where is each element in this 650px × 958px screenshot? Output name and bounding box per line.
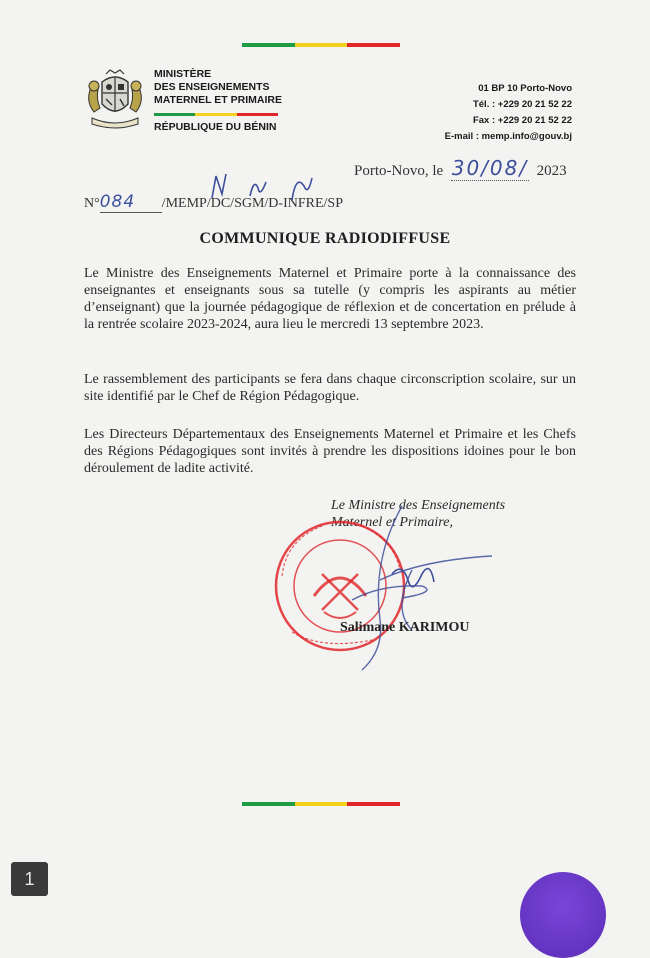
place-date-prefix: Porto-Novo, le [354, 163, 444, 179]
page-number-badge[interactable]: 1 [11, 862, 48, 896]
signature-line-1: Le Ministre des Enseignements [331, 498, 506, 513]
paragraph-3: Les Directeurs Départementaux des Enseignements Maternel et Primaire et les Chefs des Régions Pédagogiques sont invités à prendre les dispositions idoines pour le bon déroulement de ladite activité. [84, 427, 576, 476]
signatory-name: Salimane KARIMOU [340, 620, 470, 635]
ministry-line-3: MATERNEL ET PRIMAIRE [154, 94, 282, 106]
initials-scribble-icon [200, 168, 340, 208]
paragraph-2: Le rassemblement des participants se fera dans chaque circonscription scolaire, sur un site identifié par le Chef de Région Pédagogique. [84, 372, 576, 404]
date-year: 2023 [536, 163, 567, 179]
ministry-flag-bar [154, 113, 278, 116]
handwritten-reference: 084 [99, 192, 136, 212]
contact-fax: Fax : +229 20 21 52 22 [472, 115, 572, 126]
official-stamp-icon [262, 500, 502, 690]
ministry-line-2: DES ENSEIGNEMENTS [154, 81, 270, 93]
contact-info [445, 81, 572, 145]
handwritten-date: 30/08/ [451, 156, 529, 180]
ministry-name [154, 68, 282, 134]
contact-bp: 01 BP 10 Porto-Novo [478, 83, 572, 94]
place-date [354, 156, 567, 181]
contact-tel: Tél. : +229 20 21 52 22 [472, 99, 572, 110]
reference-suffix: /MEMP/DC/SGM/D-INFRE/SP [161, 196, 343, 211]
reference-prefix: N° [84, 196, 100, 211]
republic-name: RÉPUBLIQUE DU BÉNIN [154, 121, 277, 133]
floating-action-button[interactable] [520, 872, 606, 958]
bottom-flag-bar [242, 802, 400, 806]
document-title: COMMUNIQUE RADIODIFFUSE [199, 230, 451, 247]
signature-line-2: Maternel et Primaire, [331, 515, 453, 530]
ministry-line-1: MINISTÈRE [154, 68, 212, 80]
contact-email: E-mail : memp.info@gouv.bj [444, 131, 572, 142]
paragraph-1: Le Ministre des Enseignements Maternel et Primaire porte à la connaissance des enseignantes et enseignants sous sa tutelle (y compris les aspirants au métier d’enseignant) que la journée pédagogique de réflexion et de concertation en prélude à la rentrée scolaire 2023-2024, aura lieu le mercredi 13 septembre 2023. [84, 266, 576, 332]
coat-of-arms-icon [84, 68, 146, 132]
top-flag-bar [242, 43, 400, 47]
